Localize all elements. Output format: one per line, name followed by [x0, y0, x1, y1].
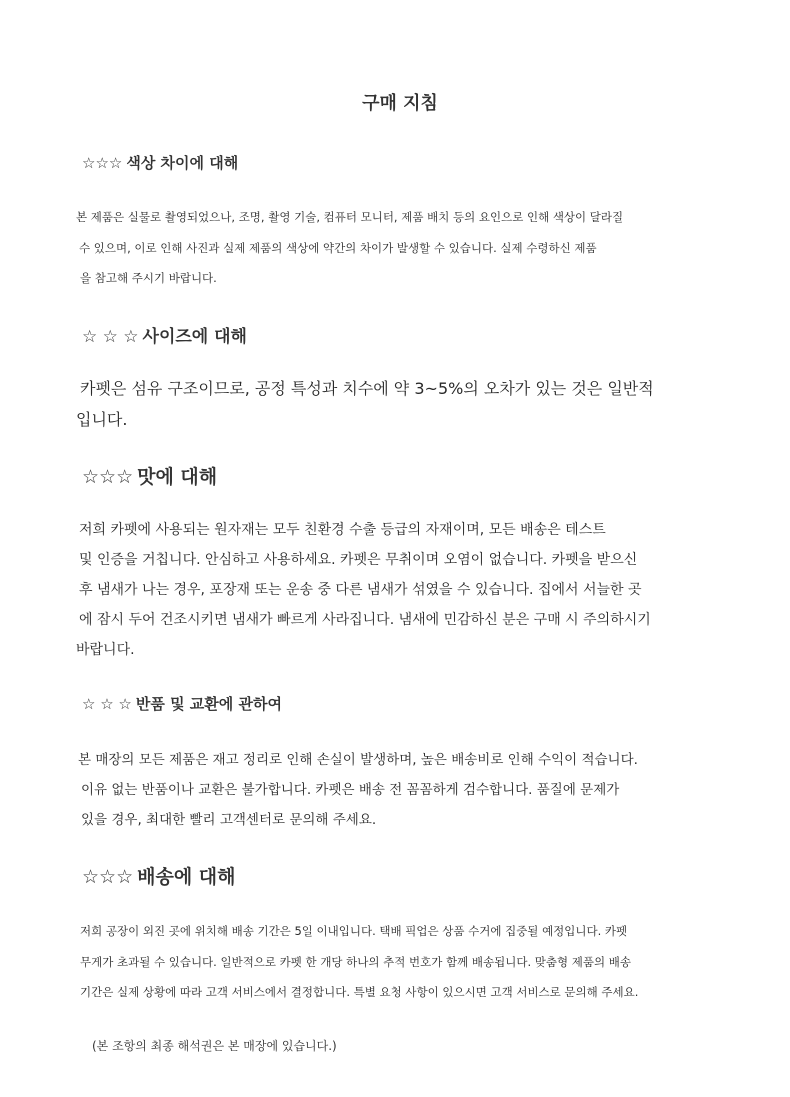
star-rating-icon: ☆ ☆ ☆ [82, 695, 132, 713]
text-line: 을 참고해 주시기 바랍니다. [80, 271, 217, 285]
paragraph-size [76, 373, 716, 435]
heading-label: 색상 차이에 대해 [126, 154, 239, 172]
heading-label: 반품 및 교환에 관하여 [135, 695, 282, 713]
heading-smell [82, 462, 217, 489]
text-line: 에 잠시 두어 건조시키면 냄새가 빠르게 사라집니다. 냄새에 민감하신 분은 구매 시 주의하시기 [79, 612, 651, 628]
footnote: (본 조항의 최종 해석권은 본 매장에 있습니다.) [92, 1039, 337, 1053]
text-line: 후 냄새가 나는 경우, 포장재 또는 운송 중 다른 냄새가 섞였을 수 있습니다. 집에서 서늘한 곳 [79, 582, 642, 598]
star-rating-icon: ☆☆☆ [82, 866, 134, 888]
text-line: 입니다. [76, 410, 128, 429]
text-line: 본 제품은 실물로 촬영되었으나, 조명, 촬영 기술, 컴퓨터 모니터, 제품 배치 등의 요인으로 인해 색상이 달라질 [76, 210, 624, 224]
paragraph-smell [76, 515, 716, 665]
text-line: 카펫은 섬유 구조이므로, 공정 특성과 치수에 약 3~5%의 오차가 있는 것은 일반적 [80, 379, 654, 398]
text-line: 저희 공장이 외진 곳에 위치해 배송 기간은 5일 이내입니다. 택배 픽업은 상품 수거에 집중될 예정입니다. 카펫 [80, 924, 628, 938]
text-line: 본 매장의 모든 제품은 재고 정리로 인해 손실이 발생하며, 높은 배송비로 인해 수익이 적습니다. [78, 752, 638, 768]
heading-label: 맛에 대해 [137, 466, 218, 488]
paragraph-shipping [76, 916, 716, 1008]
text-line: 저희 카펫에 사용되는 원자재는 모두 친환경 수출 등급의 자재이며, 모든 배송은 테스트 [79, 522, 606, 538]
star-rating-icon: ☆☆☆ [82, 466, 134, 488]
text-line: 바랍니다. [76, 642, 135, 658]
paragraph-returns-exchanges [76, 745, 716, 835]
page-title: 구매 지침 [362, 93, 438, 114]
heading-label: 배송에 대해 [137, 866, 236, 888]
text-line: 수 있으며, 이로 인해 사진과 실제 제품의 색상에 약간의 차이가 발생할 수 있습니다. 실제 수령하신 제품 [79, 240, 597, 255]
heading-returns-exchanges [82, 693, 282, 714]
star-rating-icon: ☆☆☆ [82, 154, 123, 172]
text-line: 이유 없는 반품이나 교환은 불가합니다. 카펫은 배송 전 꼼꼼하게 검수합니다. 품질에 문제가 [81, 782, 620, 798]
text-line: 무게가 초과될 수 있습니다. 일반적으로 카펫 한 개당 하나의 추적 번호가 함께 배송됩니다. 맞춤형 제품의 배송 [80, 954, 631, 969]
heading-size [82, 322, 247, 347]
heading-label: 사이즈에 대해 [142, 327, 247, 347]
text-line: 있을 경우, 최대한 빨리 고객센터로 문의해 주세요. [81, 812, 377, 828]
paragraph-color-difference [76, 202, 716, 294]
text-line: 및 인증을 거칩니다. 안심하고 사용하세요. 카펫은 무취이며 오염이 없습니다. 카펫을 받으신 [79, 552, 638, 568]
text-line: 기간은 실제 상황에 따라 고객 서비스에서 결정합니다. 특별 요청 사항이 있으시면 고객 서비스로 문의해 주세요. [80, 985, 639, 999]
star-rating-icon: ☆ ☆ ☆ [82, 327, 139, 347]
heading-shipping [82, 862, 236, 889]
heading-color-difference [82, 152, 238, 173]
